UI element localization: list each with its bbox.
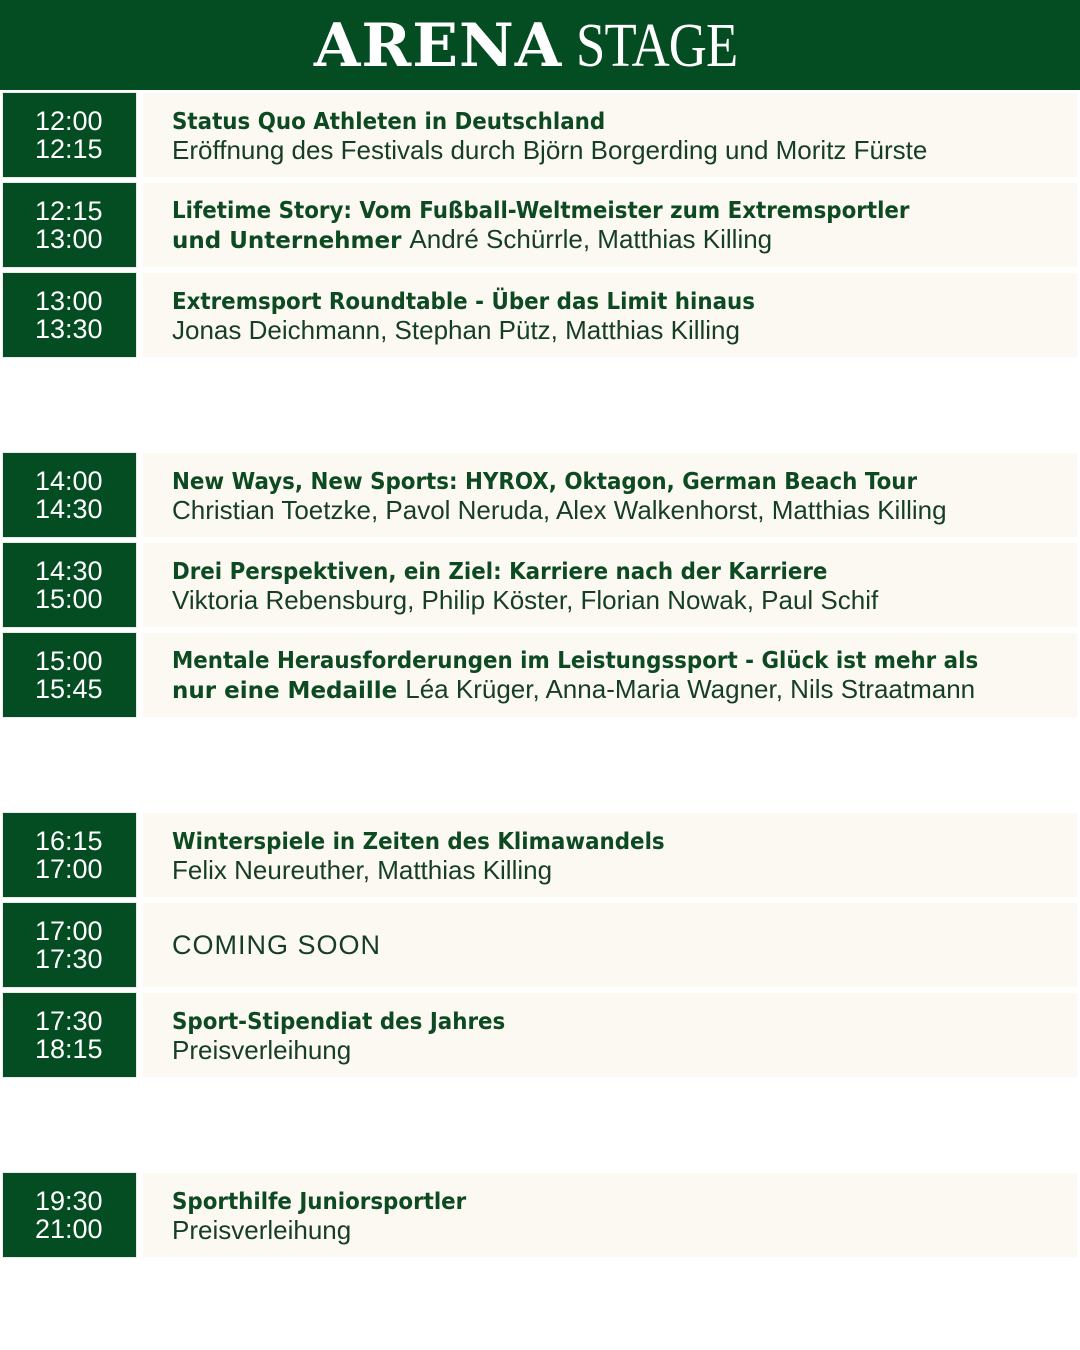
session-info — [143, 813, 1077, 897]
session-title-line2: nur eine Medaille — [172, 677, 398, 704]
start-time: 17:30 — [35, 1006, 103, 1036]
title-bold: ARENA — [313, 10, 563, 81]
session-title: Sporthilfe Juniorsportler — [172, 1188, 467, 1215]
session-info — [143, 1173, 1077, 1257]
session-title-line1: Mentale Herausforderungen im Leistungssport - Glück ist mehr als — [172, 647, 979, 674]
schedule-row — [0, 450, 1080, 536]
end-time: 17:00 — [35, 854, 103, 884]
end-time: 18:15 — [35, 1034, 103, 1064]
end-time: 17:30 — [35, 944, 103, 974]
schedule-row — [0, 180, 1080, 266]
schedule-row — [0, 810, 1080, 896]
start-time: 16:15 — [35, 826, 103, 856]
time-slot — [3, 543, 136, 627]
session-subtitle: Christian Toetzke, Pavol Neruda, Alex Walkenhorst, Matthias Killing — [172, 494, 947, 525]
end-time: 15:00 — [35, 584, 103, 614]
session-title-line1: Lifetime Story: Vom Fußball-Weltmeister zum Extremsportler — [172, 197, 910, 224]
session-subtitle: Jonas Deichmann, Stephan Pütz, Matthias Killing — [172, 314, 740, 345]
end-time: 13:30 — [35, 314, 103, 344]
session-info — [143, 633, 1077, 717]
end-time: 12:15 — [35, 134, 103, 164]
session-title: New Ways, New Sports: HYROX, Oktagon, German Beach Tour — [172, 468, 918, 495]
session-title: Winterspiele in Zeiten des Klimawandels — [172, 828, 665, 855]
page-header — [0, 0, 1080, 90]
end-time: 21:00 — [35, 1214, 103, 1244]
session-subtitle: Viktoria Rebensburg, Philip Köster, Florian Nowak, Paul Schif — [172, 584, 879, 615]
session-info — [143, 93, 1077, 177]
session-info — [143, 183, 1077, 267]
start-time: 19:30 — [35, 1186, 103, 1216]
session-subtitle: Preisverleihung — [172, 1034, 352, 1065]
start-time: 17:00 — [35, 916, 103, 946]
page-title — [314, 11, 766, 82]
schedule-row — [0, 90, 1080, 176]
session-title: Drei Perspektiven, ein Ziel: Karriere nach der Karriere — [172, 558, 828, 585]
schedule-row — [0, 630, 1080, 716]
session-info — [143, 453, 1077, 537]
time-slot — [3, 453, 136, 537]
time-slot — [3, 813, 136, 897]
time-slot — [3, 93, 136, 177]
time-slot — [3, 273, 136, 357]
session-info — [143, 543, 1077, 627]
start-time: 14:00 — [35, 466, 103, 496]
time-slot — [3, 183, 136, 267]
start-time: 14:30 — [35, 556, 103, 586]
session-title: Status Quo Athleten in Deutschland — [172, 108, 606, 135]
start-time: 13:00 — [35, 286, 103, 316]
end-time: 14:30 — [35, 494, 103, 524]
session-subtitle: Eröffnung des Festivals durch Björn Borgerding und Moritz Fürste — [172, 134, 928, 165]
end-time: 15:45 — [35, 674, 103, 704]
session-speakers: André Schürrle, Matthias Killing — [409, 223, 773, 254]
session-info — [143, 993, 1077, 1077]
schedule-row — [0, 540, 1080, 626]
title-light: STAGE — [576, 11, 738, 80]
session-title: Sport-Stipendiat des Jahres — [172, 1008, 506, 1035]
session-subtitle: Felix Neureuther, Matthias Killing — [172, 854, 553, 885]
start-time: 12:15 — [35, 196, 103, 226]
schedule-row — [0, 270, 1080, 356]
schedule-row — [0, 990, 1080, 1076]
coming-soon-label: COMING SOON — [172, 930, 382, 960]
time-slot — [3, 903, 136, 987]
time-slot — [3, 993, 136, 1077]
schedule-row — [0, 1170, 1080, 1256]
session-title-line2: und Unternehmer — [172, 227, 402, 254]
start-time: 12:00 — [35, 106, 103, 136]
session-subtitle: Preisverleihung — [172, 1214, 352, 1245]
time-slot — [3, 1173, 136, 1257]
time-slot — [3, 633, 136, 717]
session-info — [143, 273, 1077, 357]
schedule-row — [0, 900, 1080, 986]
start-time: 15:00 — [35, 646, 103, 676]
session-info — [143, 903, 1077, 987]
session-speakers: Léa Krüger, Anna-Maria Wagner, Nils Straatmann — [405, 673, 976, 704]
session-title: Extremsport Roundtable - Über das Limit hinaus — [172, 288, 755, 315]
end-time: 13:00 — [35, 224, 103, 254]
